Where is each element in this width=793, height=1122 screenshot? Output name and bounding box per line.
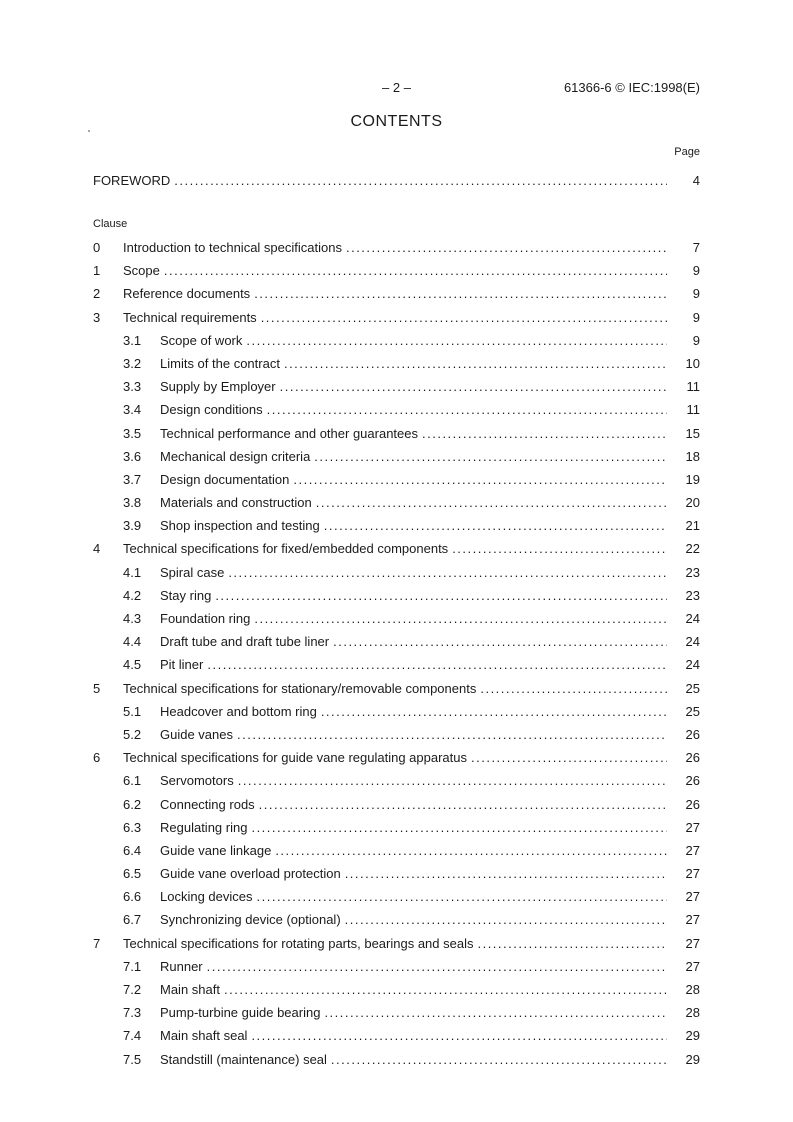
- toc-entry: [93, 866, 700, 889]
- toc-entry-number: 6: [93, 750, 101, 766]
- toc-entry-number: 6.5: [123, 866, 142, 882]
- toc-entry-page: 11: [686, 402, 700, 418]
- toc-entry: [93, 936, 700, 959]
- clause-column-label: Clause: [93, 218, 128, 230]
- toc-entry-title: Regulating ring: [160, 819, 248, 835]
- toc-entry-title: Synchronizing device (optional): [160, 912, 341, 928]
- toc-leader-dots: [346, 240, 667, 255]
- toc-leader-dots: [215, 588, 667, 603]
- toc-entry-title: Technical specifications for fixed/embedded components: [123, 541, 449, 557]
- toc-entry-title: Mechanical design criteria: [160, 448, 311, 464]
- toc-entry-title: Guide vane overload protection: [160, 866, 341, 882]
- toc-leader-dots: [284, 356, 667, 371]
- toc-entry: [93, 889, 700, 912]
- toc-entry: [93, 727, 700, 750]
- toc-entry-foreword: [93, 173, 700, 196]
- toc-entry-title: Stay ring: [160, 587, 212, 603]
- toc-entry-page: 27: [685, 958, 700, 974]
- toc-entry-number: 3.8: [123, 495, 142, 511]
- toc-entry-number: 6.6: [123, 889, 142, 905]
- toc-entry-page: 15: [685, 425, 700, 441]
- toc-entry-title: Materials and construction: [160, 495, 312, 511]
- toc-entry-number: 6.7: [123, 912, 142, 928]
- toc-entry-number: 3.1: [123, 332, 142, 348]
- toc-entry-title: Pit liner: [160, 657, 204, 673]
- toc-entry-page: 27: [685, 842, 700, 858]
- toc-entry: [93, 333, 700, 356]
- toc-entry: [93, 657, 700, 680]
- toc-leader-dots: [237, 727, 667, 742]
- toc-entry: [93, 773, 700, 796]
- toc-entry-title: Technical specifications for guide vane regulating apparatus: [123, 750, 467, 766]
- toc-entry-title: Introduction to technical specifications: [123, 240, 342, 255]
- toc-entry-title: Scope of work: [160, 332, 243, 348]
- document-page: [93, 0, 700, 1075]
- toc-entry: [93, 518, 700, 541]
- toc-leader-dots: [345, 866, 667, 881]
- toc-entry-title: Guide vane linkage: [160, 842, 272, 858]
- toc-entry-page: 24: [685, 611, 700, 626]
- toc-entry-number: 3.4: [123, 402, 142, 418]
- toc-leader-dots: [238, 773, 667, 788]
- toc-entry-number: 7.1: [123, 958, 142, 974]
- document-reference: 61366-6 © IEC:1998(E): [563, 80, 700, 95]
- toc-entry-title: Design documentation: [160, 471, 290, 487]
- toc-entry-number: 7.3: [123, 1005, 142, 1021]
- toc-entry-page: 25: [685, 680, 700, 696]
- page-number-marker: – 2 –: [382, 80, 411, 95]
- toc-entry-number: 5.1: [123, 703, 142, 719]
- toc-entry-number: 2: [93, 286, 101, 302]
- toc-entry: [93, 1005, 700, 1028]
- toc-entry-title: Headcover and bottom ring: [160, 703, 317, 719]
- toc-entry-page: 28: [685, 982, 700, 997]
- toc-entry-page: 20: [685, 495, 700, 511]
- toc-entry: [93, 1052, 700, 1075]
- toc-entry-page: 9: [692, 286, 700, 302]
- toc-entry-page: 9: [692, 263, 700, 279]
- toc-entry: [93, 797, 700, 820]
- toc-entry: [93, 912, 700, 935]
- toc-entry: [93, 541, 700, 564]
- toc-entry-number: 3.9: [123, 518, 142, 534]
- toc-entry-title: Shop inspection and testing: [160, 518, 320, 534]
- toc-entry-number: 3.7: [123, 471, 142, 487]
- toc-entry: [93, 750, 700, 773]
- toc-leader-dots: [480, 681, 667, 696]
- toc-entry-title: Foundation ring: [160, 611, 251, 626]
- toc-leader-dots: [254, 611, 667, 626]
- toc-entry-number: 6.3: [123, 819, 142, 835]
- toc-entry-title: Scope: [123, 263, 160, 279]
- toc-leader-dots: [314, 449, 667, 464]
- toc-entry-number: 3.2: [123, 355, 142, 371]
- toc-entry-page: 24: [685, 657, 700, 673]
- toc-entry-page: 26: [685, 796, 700, 812]
- toc-entry: [93, 1028, 700, 1051]
- toc-leader-dots: [228, 565, 667, 580]
- toc-entry-page: 27: [685, 889, 700, 905]
- toc-leader-dots: [251, 1028, 667, 1043]
- toc-entry-page: 27: [685, 935, 700, 951]
- toc-entry: [93, 286, 700, 309]
- toc-leader-dots: [293, 472, 667, 487]
- toc-leader-dots: [224, 982, 667, 997]
- toc-entry-title: Limits of the contract: [160, 355, 280, 371]
- toc-entry-number: 1: [93, 263, 101, 279]
- toc-entry: [93, 449, 700, 472]
- toc-leader-dots: [321, 704, 667, 719]
- toc-entry-title: Technical specifications for stationary/removable components: [123, 680, 477, 696]
- toc-entry-title: Technical specifications for rotating parts, bearings and seals: [123, 935, 474, 951]
- toc-leader-dots: [280, 379, 667, 394]
- toc-entry-title: Main shaft seal: [160, 1028, 248, 1044]
- toc-entry: [93, 472, 700, 495]
- toc-leader-dots: [251, 820, 667, 835]
- toc-entry-title: Connecting rods: [160, 796, 255, 812]
- toc-leader-dots: [254, 286, 667, 301]
- toc-leader-dots: [477, 936, 667, 951]
- toc-entry-number: 3.6: [123, 448, 142, 464]
- toc-entry-page: 10: [685, 355, 700, 371]
- toc-entry-title: Technical requirements: [123, 309, 257, 325]
- toc-leader-dots: [267, 402, 667, 417]
- toc-leader-dots: [331, 1052, 667, 1067]
- toc-entry-title: Servomotors: [160, 773, 234, 789]
- toc-entry-title: Locking devices: [160, 889, 253, 905]
- toc-entry: [93, 704, 700, 727]
- toc-leader-dots: [324, 518, 667, 533]
- toc-leader-dots: [275, 843, 667, 858]
- toc-entry-page: 29: [685, 1028, 700, 1044]
- toc-entry-number: 3.3: [123, 379, 142, 395]
- toc-entry-number: 5: [93, 680, 101, 696]
- toc-leader-dots: [316, 495, 667, 510]
- toc-entry-page: 21: [685, 518, 700, 534]
- toc-entry: [93, 843, 700, 866]
- toc-entry-number: 7: [93, 935, 101, 951]
- toc-entry-title: Pump-turbine guide bearing: [160, 1005, 321, 1021]
- toc-leader-dots: [324, 1005, 667, 1020]
- toc-entry-page: 4: [692, 173, 700, 188]
- toc-entry-title: Supply by Employer: [160, 379, 276, 395]
- toc-entry-page: 26: [685, 773, 700, 789]
- toc-leader-dots: [164, 263, 667, 278]
- toc-entry-page: 19: [685, 471, 700, 487]
- toc-leader-dots: [246, 333, 667, 348]
- toc-entry-number: 7.4: [123, 1028, 142, 1044]
- toc-entry: [93, 588, 700, 611]
- toc-entry-title: Spiral case: [160, 564, 225, 580]
- toc-entry: [93, 426, 700, 449]
- toc-entry-page: 26: [685, 726, 700, 742]
- toc-list: [93, 240, 700, 1075]
- toc-entry: [93, 356, 700, 379]
- toc-leader-dots: [452, 541, 667, 556]
- toc-entry: [93, 565, 700, 588]
- toc-leader-dots: [333, 634, 667, 649]
- toc-entry-number: 4: [93, 541, 101, 557]
- toc-entry-page: 7: [692, 240, 700, 255]
- toc-entry-title: Reference documents: [123, 286, 251, 302]
- toc-entry-number: 3.5: [123, 425, 142, 441]
- toc-entry-title: FOREWORD: [93, 173, 171, 188]
- toc-leader-dots: [471, 750, 667, 765]
- toc-entry: [93, 959, 700, 982]
- toc-leader-dots: [207, 959, 667, 974]
- toc-entry-number: 5.2: [123, 726, 142, 742]
- toc-entry: [93, 310, 700, 333]
- toc-entry-number: 4.5: [123, 657, 142, 673]
- toc-entry: [93, 240, 700, 263]
- toc-entry: [93, 634, 700, 657]
- toc-entry-page: 22: [685, 541, 700, 557]
- toc-entry: [93, 495, 700, 518]
- toc-entry-number: 6.2: [123, 796, 142, 812]
- toc-leader-dots: [257, 889, 668, 904]
- toc-entry-number: 4.4: [123, 634, 142, 650]
- toc-entry-title: Draft tube and draft tube liner: [160, 634, 330, 650]
- toc-entry-page: 28: [685, 1005, 700, 1021]
- toc-leader-dots: [422, 426, 667, 441]
- toc-entry-number: 7.5: [123, 1051, 142, 1067]
- toc-entry-title: Design conditions: [160, 402, 263, 418]
- toc-entry-title: Guide vanes: [160, 726, 233, 742]
- toc-entry-page: 29: [685, 1051, 700, 1067]
- scan-artifact-dot: [88, 130, 90, 132]
- toc-entry-page: 9: [692, 332, 700, 348]
- toc-entry: [93, 982, 700, 1005]
- toc-entry-page: 9: [692, 309, 700, 325]
- toc-entry: [93, 402, 700, 425]
- toc-entry-page: 27: [685, 912, 700, 928]
- toc-entry-page: 23: [685, 587, 700, 603]
- toc-entry-title: Main shaft: [160, 982, 220, 997]
- toc-entry-number: 3: [93, 309, 101, 325]
- toc-entry-number: 6.1: [123, 773, 142, 789]
- toc-entry-number: 0: [93, 240, 101, 255]
- toc-entry: [93, 681, 700, 704]
- toc-entry-page: 18: [685, 448, 700, 464]
- toc-entry-page: 27: [685, 819, 700, 835]
- toc-entry-number: 7.2: [123, 982, 142, 997]
- page-column-label: Page: [674, 146, 700, 158]
- toc-leader-dots: [207, 657, 667, 672]
- toc-entry-page: 26: [685, 750, 700, 766]
- toc-entry-page: 23: [685, 564, 700, 580]
- toc-entry-page: 11: [686, 379, 700, 395]
- toc-entry-page: 24: [685, 634, 700, 650]
- toc-entry-page: 27: [685, 866, 700, 882]
- page-header: [93, 80, 700, 96]
- toc-leader-dots: [174, 173, 667, 188]
- toc-entry-number: 6.4: [123, 842, 142, 858]
- toc-entry-title: Standstill (maintenance) seal: [160, 1051, 327, 1067]
- toc-leader-dots: [345, 912, 667, 927]
- toc-entry-number: 4.3: [123, 611, 142, 626]
- toc-entry: [93, 379, 700, 402]
- toc-entry-title: Runner: [160, 958, 203, 974]
- toc-entry-number: 4.1: [123, 564, 142, 580]
- toc-entry-page: 25: [685, 703, 700, 719]
- contents-heading: CONTENTS: [350, 113, 443, 130]
- toc-entry-number: 4.2: [123, 587, 142, 603]
- toc-entry: [93, 611, 700, 634]
- toc-entry: [93, 820, 700, 843]
- toc-leader-dots: [259, 797, 667, 812]
- toc-entry: [93, 263, 700, 286]
- toc-leader-dots: [261, 310, 667, 325]
- toc-entry-title: Technical performance and other guarantees: [160, 425, 418, 441]
